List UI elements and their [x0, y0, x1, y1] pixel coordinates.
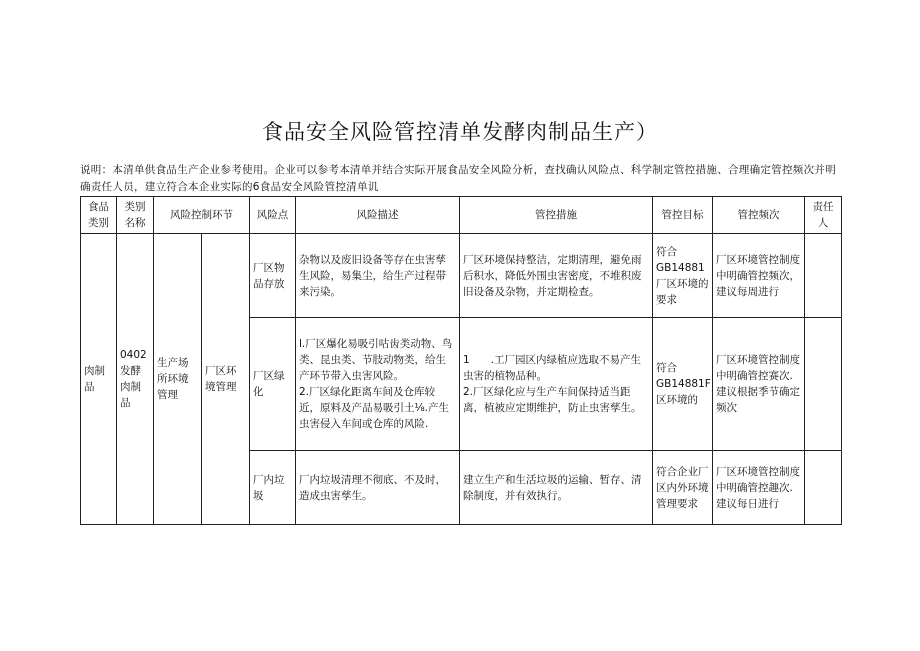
header-person: 责任人 — [805, 197, 842, 234]
cell-frequency: 厂区环境管控制度中明确管控趣次.建议每日进行 — [713, 451, 805, 525]
cell-target: 符合GB14881厂区环境的要求 — [653, 234, 713, 318]
table-row — [81, 234, 842, 318]
cell-target: 符合企业厂区内外环境管理要求 — [653, 451, 713, 525]
cell-risk-desc: 厂内垃圾清理不彻底、不及时，造成虫害孳生。 — [296, 451, 460, 525]
header-risk-desc: 风险描述 — [296, 197, 460, 234]
cell-category-name: 0402发酵肉制品 — [117, 234, 154, 525]
cell-stage-2: 厂区环境管理 — [202, 234, 250, 525]
cell-measures: 1 .工厂园区内绿植应选取不易产生虫害的植物品种。 2.厂区绿化应与生产车间保持适当距离，植被应定期维护，防止虫害孳生。 — [460, 318, 653, 451]
cell-frequency: 厂区环境管控制度中明确管控频次，建议每周进行 — [713, 234, 805, 318]
cell-risk-point: 厂内垃圾 — [250, 451, 296, 525]
page-title: 食品安全风险管控清单发酵肉制品生产） — [262, 120, 658, 144]
cell-frequency: 厂区环境管控制度中明确管控赛次.建议根据季节确定频次 — [713, 318, 805, 451]
header-risk-point: 风险点 — [250, 197, 296, 234]
cell-risk-desc: l.厂区爆化易吸引咕齿类动物、鸟类、昆虫类、节肢动物类，给生产环节带入虫害风险。 2.厂区绿化距离车间及仓库较近，原料及产品易吸引土⅛.产生虫害侵入车间或仓库的风险. — [296, 318, 460, 451]
cell-risk-point: 厂区绿化 — [250, 318, 296, 451]
cell-risk-desc: 杂物以及废旧设备等存在虫害孳生风险，易集尘，给生产过程带来污染。 — [296, 234, 460, 318]
risk-control-table — [80, 196, 842, 525]
header-frequency: 管控频次 — [713, 197, 805, 234]
header-measures: 管控措施 — [460, 197, 653, 234]
header-category-name: 类别名称 — [117, 197, 154, 234]
cell-person — [805, 318, 842, 451]
cell-stage-1: 生产场所环境管理 — [154, 234, 202, 525]
cell-person — [805, 451, 842, 525]
cell-measures: 厂区环境保持整洁，定期清理，避免雨后积水，降低外围虫害密度，不堆积废旧设备及杂物，并定期检查。 — [460, 234, 653, 318]
cell-person — [805, 234, 842, 318]
header-target: 管控目标 — [653, 197, 713, 234]
instructions-note: 说明：本清单供食品生产企业参考使用。企业可以参考本清单并结合实际开展食品安全风险分析，查找确认风险点、科学制定管控措施、合理确定管控频次并明确责任人员，建立符合本企业实际的6食品安全风险管控清单讥 — [80, 164, 836, 193]
cell-measures: 建立生产和生活垃圾的运输、暂存、清除制度，并有效执行。 — [460, 451, 653, 525]
header-food-category: 食品类别 — [81, 197, 117, 234]
cell-target: 符合GB14881F区环境的 — [653, 318, 713, 451]
header-risk-stage: 风险控制环节 — [154, 197, 250, 234]
cell-food-category: 肉制品 — [81, 234, 117, 525]
table-header-row — [81, 197, 842, 234]
cell-risk-point: 厂区物品存放 — [250, 234, 296, 318]
